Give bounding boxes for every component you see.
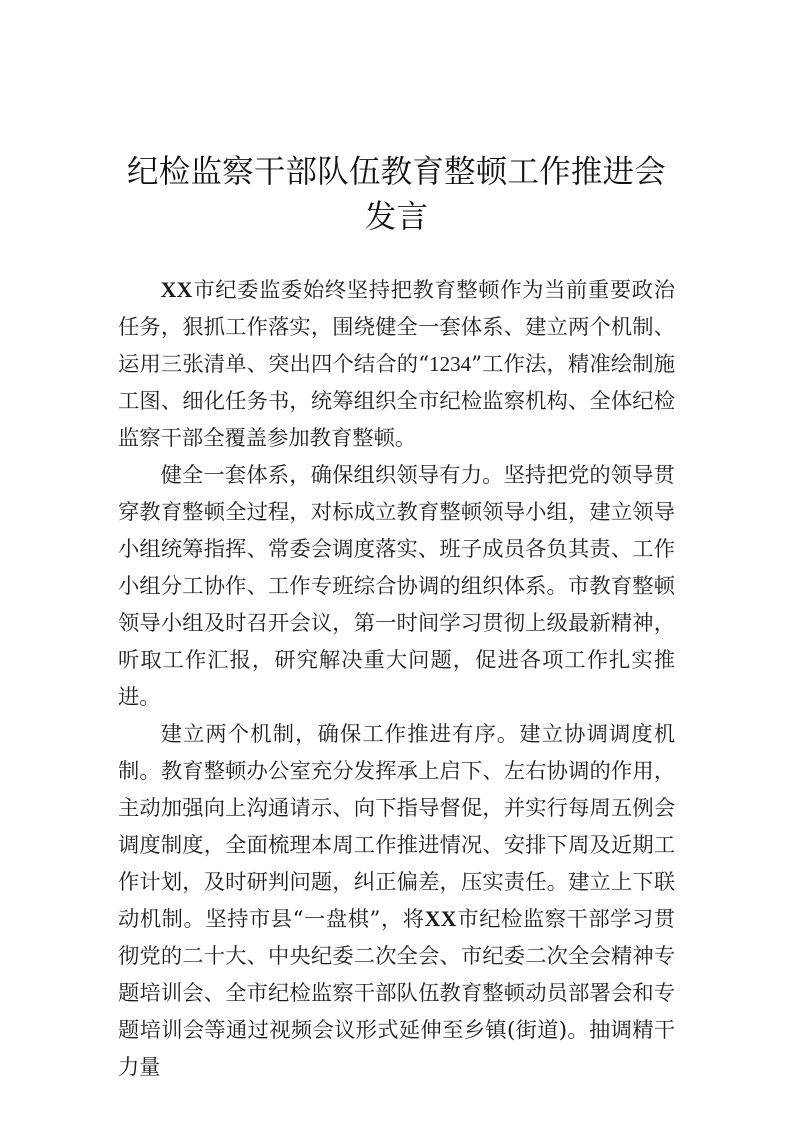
redacted-city-token: XX (160, 278, 193, 302)
method-number-token: 1234 (429, 352, 472, 376)
page-title: 纪检监察干部队伍教育整顿工作推进会发言 (127, 154, 666, 235)
paragraph-2: 健全一套体系，确保组织领导有力。坚持把党的领导贯穿教育整顿全过程，对标成立教育整顿领导小组，建立领导小组统筹指挥、常委会调度落实、班子成员各负其责、工作小组分工协作、工作专班综合协调的组织体系。市教育整顿领导小组及时召开会议，第一时间学习贯彻上级最新精神，听取工作汇报，研究解决重大问题，促进各项工作扎实推进。 (118, 463, 675, 710)
paragraph-1: XX市纪委监委始终坚持把教育整顿作为当前重要政治任务，狠抓工作落实，围绕健全一套体系、建立两个机制、运用三张清单、突出四个结合的“1234”工作法，精准绘制施工图、细化任务书，统筹组织全市纪检监察机构、全体纪检监察干部全覆盖参加教育整顿。 (118, 278, 675, 451)
document-body (118, 272, 675, 1086)
paragraph-3: 建立两个机制，确保工作推进有序。建立协调调度机制。教育整顿办公室充分发挥承上启下、左右协调的作用，主动加强向上沟通请示、向下指导督促，并实行每周五例会调度制度，全面梳理本周工作推进情况、安排下周及近期工作计划，及时研判问题，纠正偏差，压实责任。建立上下联动机制。坚持市县“一盘棋”，将XX市纪检监察干部学习贯彻党的二十大、中央纪委二次全会、市纪委二次全会精神专题培训会、全市纪检监察干部队伍教育整顿动员部署会和专题培训会等通过视频会议形式延伸至乡镇(街道)。抽调精干力量 (118, 722, 675, 1080)
redacted-city-token: XX (424, 907, 457, 931)
